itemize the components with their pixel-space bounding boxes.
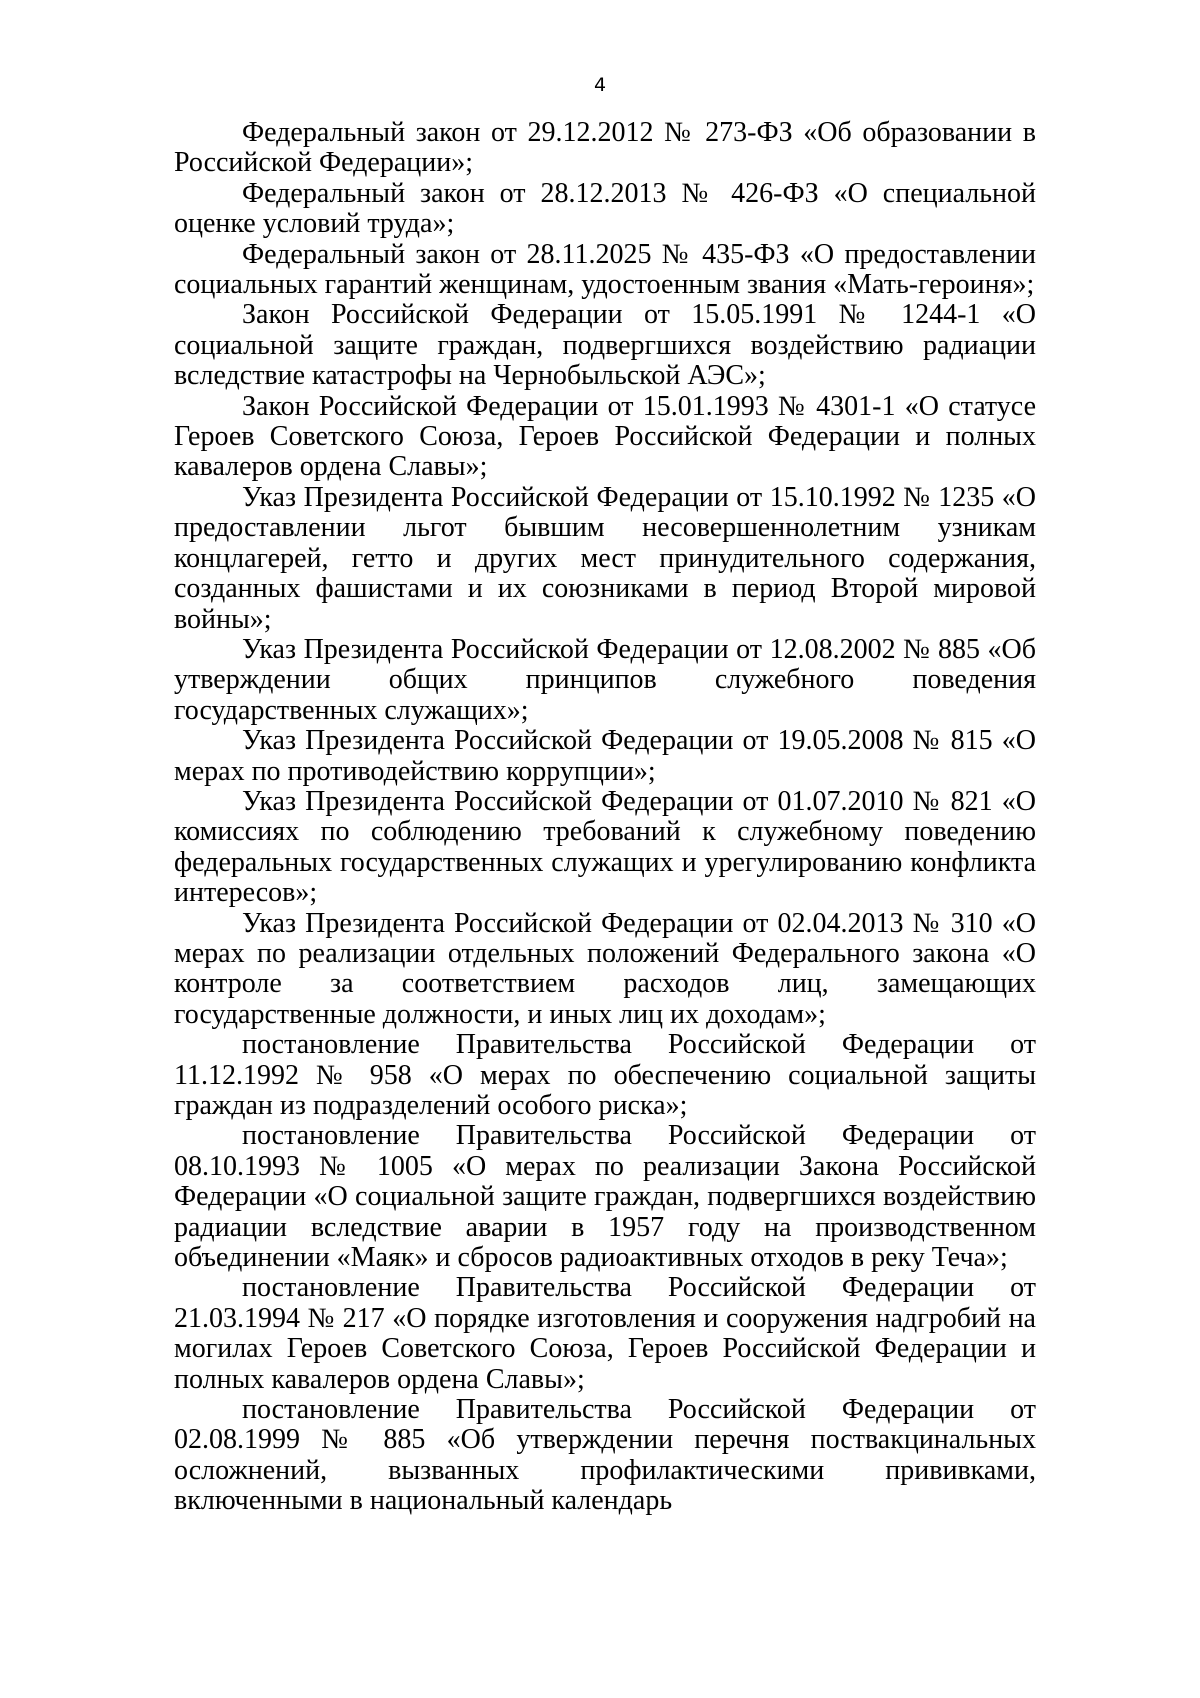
- paragraph-ukaz-821: Указ Президента Российской Федерации от 01.07.2010 № 821 «О комиссиях по соблюдению требований к служебному поведению федеральных государственных служащих и урегулированию конфликта интересов»;: [174, 785, 1036, 909]
- paragraph-postanovlenie-1005: постановление Правительства Российской Федерации от 08.10.1993 № 1005 «О мерах по реализации Закона Российской Федерации «О социальной защите граждан, подвергшихся воздействию радиации вследствие аварии в 1957 году на производственном объединении «Маяк» и сбросов радиоактивных отходов в реку Теча»;: [174, 1120, 1036, 1274]
- paragraph-435-fz: Федеральный закон от 28.11.2025 № 435-ФЗ «О предоставлении социальных гарантий женщинам, удостоенным звания «Мать-героиня»;: [174, 238, 1036, 301]
- paragraph-ukaz-1235: Указ Президента Российской Федерации от 15.10.1992 № 1235 «О предоставлении льгот бывшим несовершеннолетним узникам концлагерей, гетто и других мест принудительного содержания, созданных фашистами и их союзниками в период Второй мировой войны»;: [174, 481, 1036, 635]
- paragraph-postanovlenie-217: постановление Правительства Российской Федерации от 21.03.1994 № 217 «О порядке изготовления и сооружения надгробий на могилах Героев Советского Союза, Героев Российской Федерации и полных кавалеров ордена Славы»;: [174, 1272, 1036, 1395]
- page-number: 4: [593, 74, 607, 96]
- paragraph-ukaz-815: Указ Президента Российской Федерации от 19.05.2008 № 815 «О мерах по противодействию коррупции»;: [174, 725, 1036, 787]
- paragraph-4301-1: Закон Российской Федерации от 15.01.1993 № 4301-1 «О статусе Героев Советского Союза, Героев Российской Федерации и полных кавалеров ордена Славы»;: [174, 390, 1036, 483]
- paragraph-ukaz-885: Указ Президента Российской Федерации от 12.08.2002 № 885 «Об утверждении общих принципов служебного поведения государственных служащих»;: [174, 633, 1036, 726]
- document-body: [174, 118, 1036, 1517]
- paragraph-postanovlenie-885: постановление Правительства Российской Федерации от 02.08.1999 № 885 «Об утверждении перечня поствакцинальных осложнений, вызванных профилактическими прививками, включенными в национальный календарь: [174, 1394, 1036, 1517]
- paragraph-postanovlenie-958: постановление Правительства Российской Федерации от 11.12.1992 № 958 «О мерах по обеспечению социальной защиты граждан из подразделений особого риска»;: [174, 1029, 1036, 1121]
- paragraph-ukaz-310: Указ Президента Российской Федерации от 02.04.2013 № 310 «О мерах по реализации отдельных положений Федерального закона «О контроле за соответствием расходов лиц, замещающих государственные должности, и иных лиц их доходам»;: [174, 907, 1036, 1030]
- paragraph-1244-1: Закон Российской Федерации от 15.05.1991 № 1244-1 «О социальной защите граждан, подвергшихся воздействию радиации вследствие катастрофы на Чернобыльской АЭС»;: [174, 299, 1036, 392]
- paragraph-426-fz: Федеральный закон от 28.12.2013 № 426-ФЗ «О специальной оценке условий труда»;: [174, 177, 1036, 240]
- paragraph-273-fz: Федеральный закон от 29.12.2012 № 273-ФЗ «Об образовании в Российской Федерации»;: [174, 117, 1036, 179]
